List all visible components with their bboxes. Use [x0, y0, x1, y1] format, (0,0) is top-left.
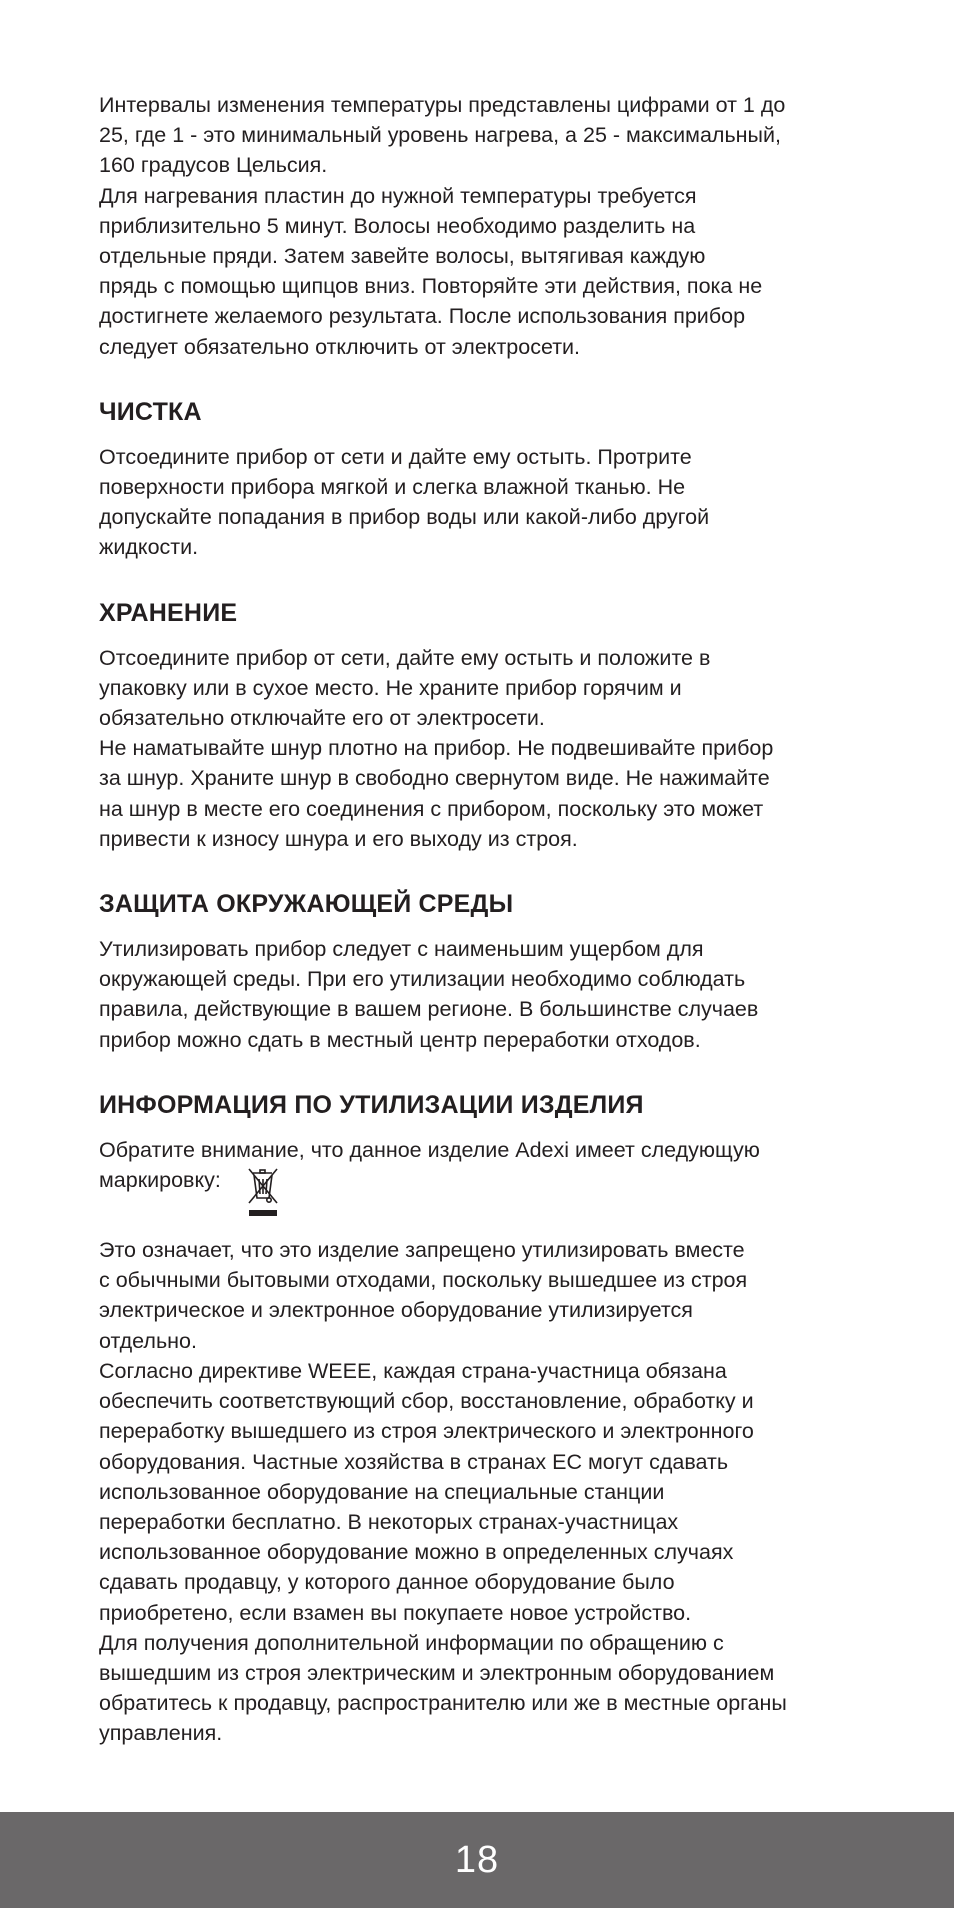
document-body: [99, 90, 879, 1749]
text-line: Утилизировать прибор следует с наименьшим ущербом для: [99, 937, 704, 962]
text-line: правила, действующие в вашем регионе. В большинстве случаев: [99, 997, 759, 1022]
page-footer: [0, 1812, 954, 1908]
text-line: Согласно директиве WEEE, каждая страна-участница обязана: [99, 1358, 727, 1383]
text-line: Для нагревания пластин до нужной температуры требуется: [99, 183, 697, 208]
text-line: следует обязательно отключить от электросети.: [99, 334, 581, 359]
environment-heading: ЗАЩИТА ОКРУЖАЮЩЕЙ СРЕДЫ: [99, 890, 514, 919]
storage-paragraph: [99, 643, 879, 854]
intro-paragraph: [99, 90, 879, 362]
text-line: обязательно отключайте его от электросети.: [99, 706, 545, 731]
text-line: Интервалы изменения температуры представлены цифрами от 1 до: [99, 93, 786, 117]
text-line: отдельные пряди. Затем завейте волосы, вытягивая каждую: [99, 244, 706, 269]
text-line: маркировку:: [99, 1168, 221, 1193]
text-line: упаковку или в сухое место. Не храните прибор горячим и: [99, 675, 682, 700]
text-line: Отсоедините прибор от сети и дайте ему остыть. Протрите: [99, 444, 692, 469]
text-line: Не наматывайте шнур плотно на прибор. Не подвешивайте прибор: [99, 736, 774, 761]
crossed-out-wheelie-bin-icon: [244, 1165, 282, 1221]
text-line: привести к износу шнура и его выходу из строя.: [99, 826, 578, 851]
text-line: вышедшим из строя электрическим и электронным оборудованием: [99, 1660, 775, 1685]
text-line: использованное оборудование на специальные станции: [99, 1479, 665, 1504]
text-line: за шнур. Храните шнур в свободно свернутом виде. Не нажимайте: [99, 766, 770, 791]
text-line: 160 градусов Цельсия.: [99, 153, 328, 178]
text-line: оборудования. Частные хозяйства в странах ЕС могут сдавать: [99, 1449, 729, 1474]
text-line: Обратите внимание, что данное изделие Adexi имеет следующую: [99, 1137, 760, 1162]
text-line: приблизительно 5 минут. Волосы необходимо разделить на: [99, 213, 696, 238]
text-line: жидкости.: [99, 535, 199, 560]
disposal-marking-paragraph: [99, 1135, 879, 1195]
text-line: использованное оборудование можно в определенных случаях: [99, 1540, 734, 1565]
text-line: прибор можно сдать в местный центр переработки отходов.: [99, 1027, 701, 1052]
cleaning-heading: ЧИСТКА: [99, 397, 202, 426]
text-line: обратитесь к продавцу, распространителю или же в местные органы: [99, 1691, 787, 1716]
text-line: Для получения дополнительной информации по обращению с: [99, 1630, 724, 1655]
text-line: сдавать продавцу, у которого данное оборудование было: [99, 1570, 675, 1595]
text-line: обеспечить соответствующий сбор, восстановление, обработку и: [99, 1389, 754, 1414]
storage-heading: ХРАНЕНИЕ: [99, 598, 238, 627]
text-line: достигнете желаемого результата. После использования прибор: [99, 304, 746, 329]
text-line: с обычными бытовыми отходами, поскольку вышедшее из строя: [99, 1268, 748, 1293]
text-line: окружающей среды. При его утилизации необходимо соблюдать: [99, 967, 746, 992]
text-line: управления.: [99, 1721, 223, 1746]
cleaning-paragraph: [99, 442, 879, 563]
text-line: электрическое и электронное оборудование утилизируется: [99, 1298, 693, 1323]
environment-paragraph: [99, 934, 879, 1055]
text-line: на шнур в месте его соединения с прибором, поскольку это может: [99, 796, 764, 821]
text-line: допускайте попадания в прибор воды или какой-либо другой: [99, 505, 710, 530]
disposal-heading: ИНФОРМАЦИЯ ПО УТИЛИЗАЦИИ ИЗДЕЛИЯ: [99, 1090, 644, 1119]
text-line: поверхности прибора мягкой и слегка влажной тканью. Не: [99, 475, 686, 500]
text-line: приобретено, если взамен вы покупаете новое устройство.: [99, 1600, 692, 1625]
disposal-paragraph: [99, 1235, 879, 1748]
text-line: отдельно.: [99, 1328, 197, 1353]
page-number: 18: [454, 1838, 500, 1881]
text-line: Отсоедините прибор от сети, дайте ему остыть и положите в: [99, 645, 711, 670]
text-line: переработку вышедшего из строя электрического и электронного: [99, 1419, 754, 1444]
text-line: 25, где 1 - это минимальный уровень нагрева, а 25 - максимальный,: [99, 123, 781, 148]
text-line: Это означает, что это изделие запрещено утилизировать вместе: [99, 1238, 745, 1263]
text-line: прядь с помощью щипцов вниз. Повторяйте эти действия, пока не: [99, 274, 763, 299]
text-line: переработки бесплатно. В некоторых странах-участницах: [99, 1509, 679, 1534]
marking-row: [99, 1165, 879, 1195]
